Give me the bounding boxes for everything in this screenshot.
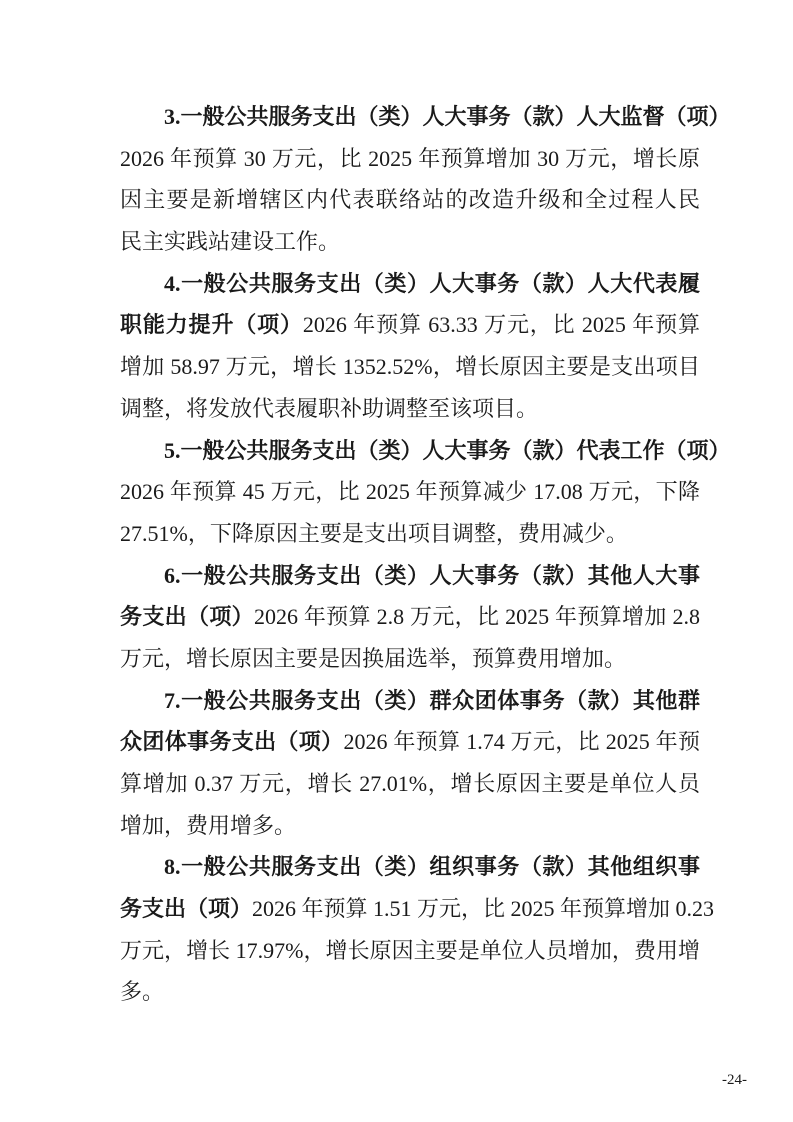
text-line <box>120 388 700 430</box>
item-heading: 职能力提升（项） <box>120 312 303 338</box>
text-line <box>120 805 700 847</box>
body-text: 27.51%，下降原因主要是支出项目调整，费用减少。 <box>120 520 628 546</box>
text-line <box>120 346 700 388</box>
text-line <box>120 221 700 263</box>
body-text: 多。 <box>120 979 165 1005</box>
body-text: 2026 年预算 45 万元，比 2025 年预算减少 17.08 万元，下降 <box>120 479 700 505</box>
text-line <box>120 555 700 597</box>
text-line <box>120 304 700 346</box>
body-text: 因主要是新增辖区内代表联络站的改造升级和全过程人民 <box>120 187 700 213</box>
item-heading: 6.一般公共服务支出（类）人大事务（款）其他人大事 <box>164 562 700 588</box>
item-heading: 务支出（项） <box>120 896 253 922</box>
item-heading: 3.一般公共服务支出（类）人大事务（款）人大监督（项） <box>164 104 731 129</box>
item-heading: 5.一般公共服务支出（类）人大事务（款）代表工作（项） <box>164 437 731 463</box>
paragraph-3 <box>120 96 731 263</box>
document-body <box>120 96 731 1013</box>
body-text: 增加，费用增多。 <box>120 812 297 838</box>
item-heading: 4.一般公共服务支出（类）人大事务（款）人大代表履 <box>164 270 700 296</box>
body-text: 调整，将发放代表履职补助调整至该项目。 <box>120 395 539 421</box>
item-heading: 众团体事务支出（项） <box>120 729 344 755</box>
body-text: 2026 年预算 30 万元，比 2025 年预算增加 30 万元，增长原 <box>120 145 700 171</box>
text-line <box>120 721 700 763</box>
item-heading: 7.一般公共服务支出（类）群众团体事务（款）其他群 <box>164 687 700 713</box>
paragraph-8 <box>120 846 715 1013</box>
body-text: 万元，增长原因主要是因换届选举，预算费用增加。 <box>120 645 627 671</box>
paragraph-5 <box>120 430 731 555</box>
text-line <box>120 263 700 305</box>
text-line <box>120 888 715 930</box>
body-text: 算增加 0.37 万元，增长 27.01%，增长原因主要是单位人员 <box>120 771 700 796</box>
paragraph-6 <box>120 555 700 680</box>
page-number: -24- <box>722 1072 747 1088</box>
text-line <box>120 596 700 638</box>
text-line <box>120 930 700 972</box>
text-line <box>120 763 700 805</box>
text-line <box>120 430 731 472</box>
paragraph-7 <box>120 680 700 847</box>
body-text: 2026 年预算 1.74 万元，比 2025 年预 <box>343 729 700 755</box>
text-line <box>120 179 700 221</box>
text-line <box>120 471 700 513</box>
text-line <box>120 138 700 180</box>
text-line <box>120 846 700 888</box>
body-text: 2026 年预算 2.8 万元，比 2025 年预算增加 2.8 <box>254 604 700 630</box>
body-text: 2026 年预算 63.33 万元，比 2025 年预算 <box>302 312 700 338</box>
text-line <box>120 96 731 138</box>
text-line <box>120 971 700 1013</box>
item-heading: 8.一般公共服务支出（类）组织事务（款）其他组织事 <box>164 854 700 880</box>
text-line <box>120 638 700 680</box>
paragraph-4 <box>120 263 700 430</box>
body-text: 2026 年预算 1.51 万元，比 2025 年预算增加 0.23 <box>252 896 715 922</box>
body-text: 万元，增长 17.97%，增长原因主要是单位人员增加，费用增 <box>120 937 700 963</box>
body-text: 民主实践站建设工作。 <box>120 229 341 255</box>
item-heading: 务支出（项） <box>120 604 254 630</box>
text-line <box>120 513 700 555</box>
body-text: 增加 58.97 万元，增长 1352.52%，增长原因主要是支出项目 <box>120 354 700 380</box>
text-line <box>120 680 700 722</box>
